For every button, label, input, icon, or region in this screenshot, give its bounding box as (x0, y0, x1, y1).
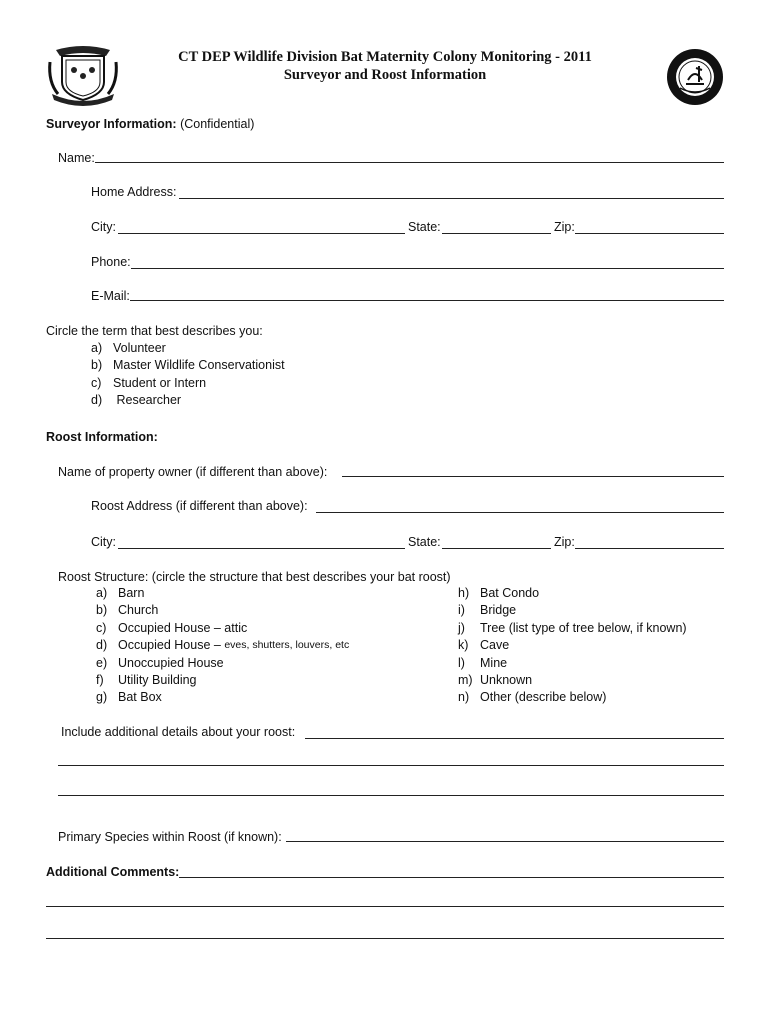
option-text: Utility Building (118, 673, 197, 688)
phone-label: Phone: (91, 255, 131, 269)
comments-field[interactable] (179, 877, 724, 878)
option-key: m) (458, 673, 473, 688)
roost-city-label: City: (91, 535, 116, 549)
option-key: f) (96, 673, 104, 688)
option-text: Master Wildlife Conservationist (113, 358, 285, 373)
surveyor-confidential-note: (Confidential) (180, 117, 255, 131)
surveyor-section-heading (46, 116, 254, 132)
structure-option[interactable] (96, 585, 349, 602)
roost-state-label: State: (408, 535, 441, 549)
option-text: Bat Box (118, 690, 162, 705)
species-field[interactable] (286, 841, 724, 842)
option-text: Bat Condo (480, 586, 540, 600)
zip-label: Zip: (554, 220, 575, 234)
option-key: l) (458, 655, 465, 670)
page-subtitle: Surveyor and Roost Information (283, 67, 487, 83)
roost-address-label: Roost Address (if different than above): (91, 499, 308, 513)
describe-option[interactable] (91, 392, 285, 409)
email-field[interactable] (130, 300, 724, 301)
option-key: c) (91, 375, 102, 390)
dep-seal-icon (666, 48, 724, 106)
state-label: State: (408, 220, 441, 234)
option-key: b) (91, 358, 103, 373)
owner-field[interactable] (342, 476, 724, 477)
describe-option[interactable] (91, 375, 285, 392)
option-text: Mine (480, 655, 508, 670)
option-key: a) (91, 341, 103, 355)
option-text: Cave (480, 638, 510, 653)
email-label: E-Mail: (91, 289, 130, 303)
option-key: g) (96, 690, 108, 705)
structure-option[interactable] (96, 620, 349, 637)
structure-option[interactable] (458, 637, 687, 654)
owner-label: Name of property owner (if different than above): (58, 465, 328, 479)
roost-structure-instruction: (circle the structure that best describes your bat roost) (148, 570, 451, 584)
structure-option[interactable] (96, 655, 349, 672)
describe-prompt: Circle the term that best describes you: (46, 324, 263, 338)
option-key: d) (91, 393, 103, 408)
structure-option[interactable] (458, 620, 687, 637)
structure-option[interactable] (458, 689, 687, 706)
phone-field[interactable] (131, 268, 724, 269)
name-field[interactable] (95, 162, 724, 163)
structure-option[interactable] (458, 585, 687, 602)
roost-zip-field[interactable] (575, 548, 724, 549)
describe-option[interactable] (91, 340, 285, 357)
page-title: CT DEP Wildlife Division Bat Maternity Colony Monitoring - 2011 (178, 49, 592, 65)
structures-left-list (96, 585, 349, 707)
option-text: Researcher (113, 393, 182, 408)
describe-option[interactable] (91, 357, 285, 374)
option-text: Volunteer (113, 341, 166, 355)
comments-label: Additional Comments: (46, 865, 180, 879)
option-key: i) (458, 603, 465, 618)
comments-field-line-2[interactable] (46, 906, 724, 907)
option-text: Unknown (480, 673, 533, 688)
city-label: City: (91, 220, 116, 234)
roost-city-field[interactable] (118, 548, 405, 549)
option-key: a) (96, 586, 108, 600)
roost-state-field[interactable] (442, 548, 551, 549)
option-key: b) (96, 603, 108, 618)
option-small-text: eves, shutters, louvers, etc (224, 639, 350, 652)
option-text: Occupied House – attic (118, 620, 248, 635)
roost-structure-label (58, 569, 451, 585)
roost-structure-title: Roost Structure: (58, 570, 149, 584)
option-text: Occupied House – (118, 638, 225, 653)
option-text: Unoccupied House (118, 655, 224, 670)
option-key: c) (96, 620, 107, 635)
option-text: Student or Intern (113, 375, 207, 390)
structures-right-list (458, 585, 687, 707)
home-address-label: Home Address: (91, 185, 177, 199)
roost-section-heading: Roost Information: (46, 430, 158, 444)
structure-option[interactable] (96, 672, 349, 689)
details-field-line-2[interactable] (58, 765, 724, 766)
option-text: Church (118, 603, 159, 618)
describe-options-list (91, 340, 285, 410)
option-key: n) (458, 690, 470, 705)
roost-address-field[interactable] (316, 512, 724, 513)
roost-zip-label: Zip: (554, 535, 575, 549)
option-key: e) (96, 655, 108, 670)
surveyor-heading: Surveyor Information: (46, 117, 177, 131)
option-text: Barn (118, 586, 145, 600)
species-label: Primary Species within Roost (if known): (58, 830, 282, 844)
option-text: Other (describe below) (480, 690, 607, 705)
option-key: d) (96, 638, 108, 653)
city-field[interactable] (118, 233, 405, 234)
zip-field[interactable] (575, 233, 724, 234)
option-key: j) (458, 620, 465, 635)
option-text: Tree (list type of tree below, if known) (480, 620, 687, 635)
details-field[interactable] (305, 738, 724, 739)
details-label: Include additional details about your roost: (61, 725, 296, 739)
structure-option[interactable] (458, 602, 687, 619)
name-label: Name: (58, 151, 95, 165)
details-field-line-3[interactable] (58, 795, 724, 796)
home-address-field[interactable] (179, 198, 724, 199)
comments-field-line-3[interactable] (46, 938, 724, 939)
structure-option[interactable] (458, 672, 687, 689)
structure-option[interactable] (96, 689, 349, 706)
option-key: k) (458, 638, 469, 653)
structure-option[interactable] (96, 602, 349, 619)
option-key: h) (458, 586, 470, 600)
state-field[interactable] (442, 233, 551, 234)
option-text: Bridge (480, 603, 517, 618)
structure-option[interactable] (96, 637, 349, 654)
structure-option[interactable] (458, 655, 687, 672)
